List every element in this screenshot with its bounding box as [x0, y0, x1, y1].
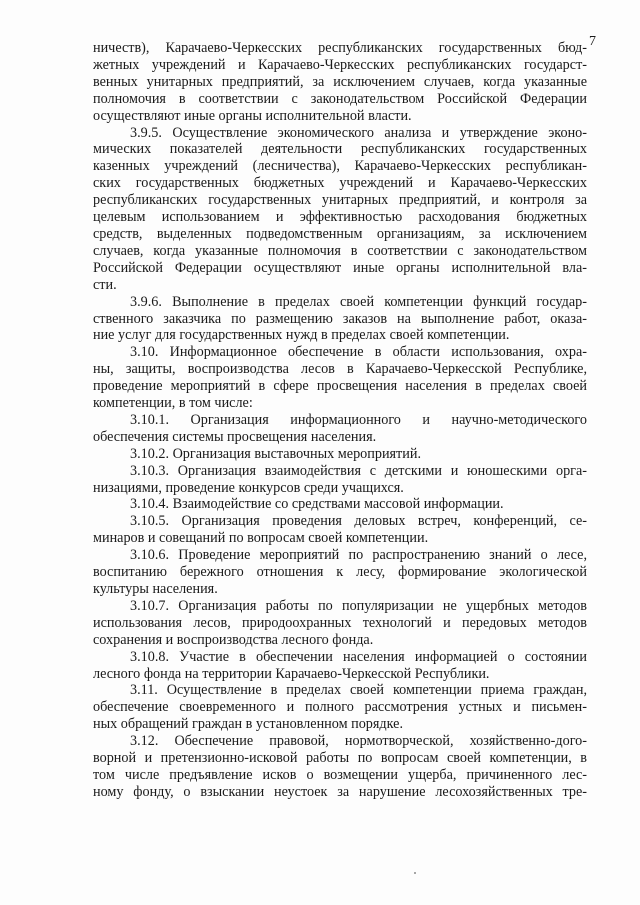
paragraph-3-10-6-first-line: 3.10.6. Проведение мероприятий по распространению знаний о лесе,: [130, 547, 587, 564]
text-line: проведение мероприятий в сфере просвещения населения в пределах своей: [93, 378, 587, 395]
paragraph-3-12-first-line: 3.12. Обеспечение правовой, нормотворческой, хозяйственно-дого-: [130, 733, 587, 750]
scan-artifact-dot: [414, 872, 416, 874]
text-line: жетных учреждений и Карачаево-Черкесских республиканских государст-: [93, 56, 587, 73]
text-line: осуществляют иные органы исполнительной власти.: [93, 107, 412, 124]
text-line: казенных учреждений (лесничества), Карачаево-Черкесских республикан-: [93, 158, 587, 175]
text-line: низациями, проведение конкурсов среди учащихся.: [93, 479, 404, 496]
text-line: ничеств), Карачаево-Черкесских республиканских государственных бюд-: [93, 40, 587, 56]
text-line: ны, защиты, воспроизводства лесов в Карачаево-Черкесской Республике,: [93, 361, 587, 378]
text-line: использования лесов, природоохранных технологий и передовых методов: [93, 614, 587, 631]
text-line: сти.: [93, 276, 117, 293]
text-line: сохранения и воспроизводства лесного фонда.: [93, 631, 374, 648]
text-line: том числе предъявление исков о возмещении ущерба, причиненного лес-: [93, 766, 587, 783]
text-line: Российской Федерации осуществляют иные органы исполнительной вла-: [93, 259, 587, 276]
text-line: культуры населения.: [93, 581, 218, 597]
text-line: ному фонду, о взыскании неустоек за нарушение лесохозяйственных тре-: [93, 783, 587, 800]
text-line: целевым использованием и эффективностью расходования бюджетных: [93, 209, 587, 226]
text-line: ских государственных бюджетных учреждений и Карачаево-Черкесских: [93, 175, 587, 192]
page-number: 7: [589, 34, 596, 49]
document-body: [93, 40, 587, 801]
text-line: ние услуг для государственных нужд в пределах своей компетенции.: [93, 327, 510, 344]
text-line: венных унитарных предприятий, за исключением случаев, когда указанные: [93, 73, 587, 90]
text-line: обеспечения системы просвещения населения.: [93, 428, 377, 445]
text-line: полномочия в соответствии с законодательством Российской Федерации: [93, 90, 587, 107]
paragraph-3-9-6-first-line: 3.9.6. Выполнение в пределах своей компетенции функций государ-: [130, 293, 587, 310]
text-line: средств, выделенных подведомственным организациям, за исключением: [93, 225, 587, 242]
text-line: случаев, когда указанные полномочия в соответствии с законодательством: [93, 242, 587, 259]
text-line: воспитанию бережного отношения к лесу, формирование экологической: [93, 564, 587, 581]
paragraph-3-10-1-first-line: 3.10.1. Организация информационного и научно-методического: [130, 411, 587, 428]
paragraph-3-11-first-line: 3.11. Осуществление в пределах своей компетенции приема граждан,: [130, 682, 587, 699]
text-line: мических показателей деятельности республиканских государственных: [93, 141, 587, 158]
text-line: ственного заказчика по размещению заказов на выполнение работ, оказа-: [93, 310, 587, 327]
text-line: лесного фонда на территории Карачаево-Черкесской Республики.: [93, 665, 490, 682]
text-line: ных обращений граждан в установленном порядке.: [93, 716, 404, 733]
text-line: республиканских государственных унитарных предприятий, и контроля за: [93, 192, 587, 209]
paragraph-3-10-4: 3.10.4. Взаимодействие со средствами массовой информации.: [130, 496, 504, 513]
paragraph-3-10-first-line: 3.10. Информационное обеспечение в области использования, охра-: [130, 344, 587, 361]
paragraph-3-10-3-first-line: 3.10.3. Организация взаимодействия с детскими и юношескими орга-: [130, 462, 587, 479]
text-line: ворной и претензионно-исковой работы по вопросам своей компетенции, в: [93, 750, 587, 767]
paragraph-3-10-2: 3.10.2. Организация выставочных мероприятий.: [130, 445, 421, 462]
paragraph-3-9-5-first-line: 3.9.5. Осуществление экономического анализа и утверждение эконо-: [130, 124, 587, 141]
text-line: минаров и совещаний по вопросам своей компетенции.: [93, 530, 429, 547]
text-line: обеспечение своевременного и полного рассмотрения устных и письмен-: [93, 699, 587, 716]
paragraph-3-10-5-first-line: 3.10.5. Организация проведения деловых встреч, конференций, се-: [130, 513, 587, 530]
text-line: компетенции, в том числе:: [93, 395, 253, 412]
paragraph-3-10-8-first-line: 3.10.8. Участие в обеспечении населения информацией о состоянии: [130, 648, 587, 665]
paragraph-3-10-7-first-line: 3.10.7. Организация работы по популяризации не ущербных методов: [130, 597, 587, 614]
